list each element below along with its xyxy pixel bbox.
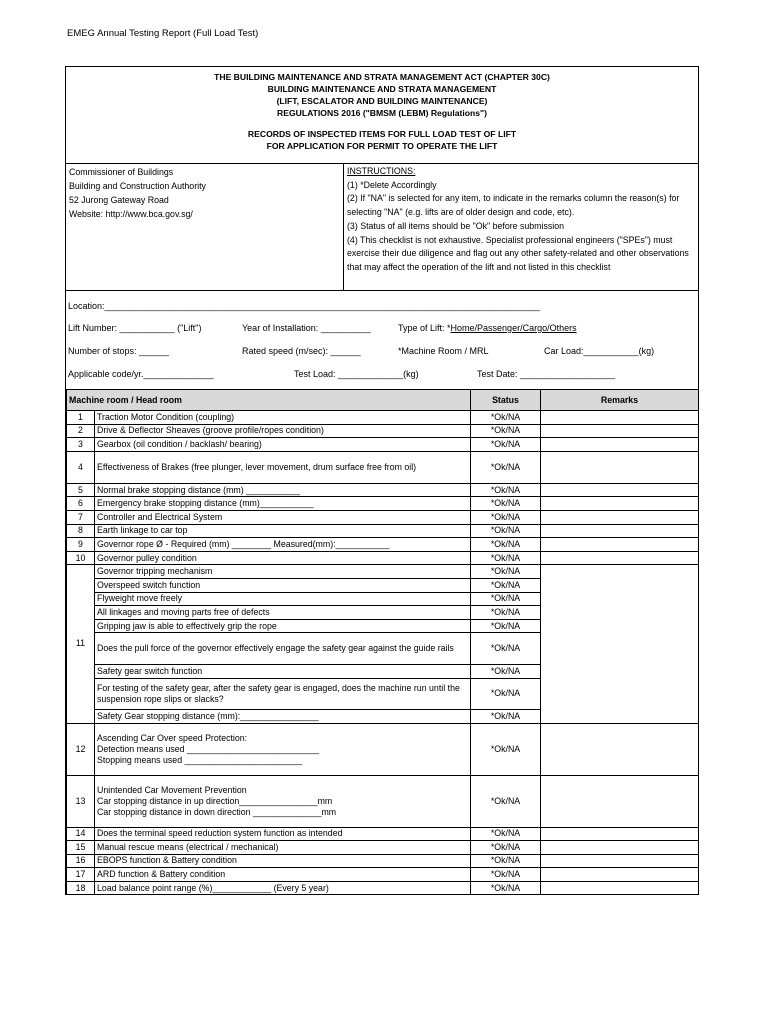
section-header: Machine room / Head room (67, 390, 471, 411)
item-number: 9 (67, 538, 95, 552)
item-number: 8 (67, 524, 95, 538)
item-number: 2 (67, 424, 95, 438)
item-remarks[interactable] (541, 841, 699, 855)
item-number: 13 (67, 775, 95, 827)
item-number: 15 (67, 841, 95, 855)
item-description (95, 723, 471, 775)
item-description: Governor tripping mechanism (95, 565, 471, 579)
item-description: Overspeed switch function (95, 578, 471, 592)
inspection-table (66, 389, 699, 895)
item-number: 3 (67, 438, 95, 452)
item-description: Controller and Electrical System (95, 510, 471, 524)
item-status[interactable]: *Ok/NA (471, 868, 541, 882)
item-status[interactable]: *Ok/NA (471, 438, 541, 452)
item-number: 17 (67, 868, 95, 882)
item-number: 7 (67, 510, 95, 524)
item-description: Does the terminal speed reduction system function as intended (95, 827, 471, 841)
table-row (67, 827, 699, 841)
table-row (67, 723, 699, 775)
table-row (67, 438, 699, 452)
item-description: EBOPS function & Battery condition (95, 854, 471, 868)
item-number: 4 (67, 451, 95, 483)
item-description: Traction Motor Condition (coupling) (95, 411, 471, 425)
item-remarks[interactable] (541, 538, 699, 552)
divider (343, 163, 344, 290)
lift-number-field[interactable]: Lift Number: ___________ ("Lift") (68, 323, 202, 333)
item-remarks[interactable] (541, 424, 699, 438)
item-status[interactable]: *Ok/NA (471, 827, 541, 841)
type-of-lift-options: Home/Passenger/Cargo/Others (450, 323, 577, 333)
item-remarks[interactable] (541, 854, 699, 868)
address-line: Building and Construction Authority (69, 181, 206, 191)
item-remarks[interactable] (541, 483, 699, 497)
table-row (67, 524, 699, 538)
test-load-field[interactable]: Test Load: _____________(kg) (294, 369, 419, 379)
item-number: 6 (67, 497, 95, 511)
item-description-line: Car stopping distance in down direction ______________mm (97, 806, 337, 817)
item-status[interactable]: *Ok/NA (471, 619, 541, 633)
item-description: Governor rope Ø - Required (mm) ________ Measured(mm):___________ (95, 538, 471, 552)
item-description: All linkages and moving parts free of defects (95, 606, 471, 620)
item-remarks[interactable] (541, 775, 699, 827)
title-line: RECORDS OF INSPECTED ITEMS FOR FULL LOAD TEST OF LIFT (247, 129, 517, 139)
item-description: Emergency brake stopping distance (mm)___________ (95, 497, 471, 511)
title-line: (LIFT, ESCALATOR AND BUILDING MAINTENANCE) (276, 96, 488, 106)
table-row (67, 451, 699, 483)
item-status[interactable]: *Ok/NA (471, 451, 541, 483)
item-description: Drive & Deflector Sheaves (groove profile/ropes condition) (95, 424, 471, 438)
item-remarks[interactable] (541, 524, 699, 538)
item-description: For testing of the safety gear, after the safety gear is engaged, does the machine run until the suspension rope slips or slacks? (95, 678, 471, 709)
table-row (67, 411, 699, 425)
item-number: 11 (67, 565, 95, 723)
authority-address (69, 165, 206, 221)
item-status[interactable]: *Ok/NA (471, 881, 541, 895)
table-row (67, 854, 699, 868)
item-status[interactable]: *Ok/NA (471, 709, 541, 723)
item-status[interactable]: *Ok/NA (471, 411, 541, 425)
item-description (95, 775, 471, 827)
item-number: 10 (67, 551, 95, 565)
title-line: FOR APPLICATION FOR PERMIT TO OPERATE THE LIFT (266, 141, 498, 151)
instruction-item: (3) Status of all items should be "Ok" before submission (347, 220, 564, 231)
table-row (67, 497, 699, 511)
item-description: Effectiveness of Brakes (free plunger, lever movement, drum surface free from oil) (95, 451, 471, 483)
item-remarks[interactable] (541, 411, 699, 425)
item-number: 14 (67, 827, 95, 841)
item-description-line: Stopping means used ________________________ (97, 754, 302, 765)
divider (66, 163, 698, 164)
remarks-header: Remarks (541, 390, 699, 411)
item-remarks[interactable] (541, 551, 699, 565)
instruction-item: (2) If "NA" is selected for any item, to indicate in the remarks column the reason(s) for selecting "NA" (e.g. lifts are of older design and code, etc). (347, 193, 680, 218)
table-row (67, 424, 699, 438)
item-remarks[interactable] (541, 438, 699, 452)
item-status[interactable]: *Ok/NA (471, 854, 541, 868)
item-remarks[interactable] (541, 827, 699, 841)
rated-speed-field[interactable]: Rated speed (m/sec): ______ (242, 346, 361, 356)
title-line: REGULATIONS 2016 ("BMSM (LEBM) Regulations") (277, 108, 487, 118)
instruction-item: (4) This checklist is not exhaustive. Specialist professional engineers ("SPEs") must exercise their due diligence and flag out any other safety-related and other observations that may affect the operation of the lift and not listed in this checklist (347, 234, 689, 272)
table-row (67, 841, 699, 855)
item-description-line: Unintended Car Movement Prevention (97, 784, 247, 795)
table-header-row (67, 390, 699, 411)
form-frame (65, 66, 699, 895)
item-status[interactable]: *Ok/NA (471, 578, 541, 592)
instructions-title: INSTRUCTIONS: (347, 166, 416, 176)
table-row (67, 483, 699, 497)
test-date-field[interactable]: Test Date: ___________________ (477, 369, 616, 379)
item-description-line: Car stopping distance in up direction________________mm (97, 795, 333, 806)
table-row (67, 538, 699, 552)
item-description: ARD function & Battery condition (95, 868, 471, 882)
item-remarks[interactable] (541, 565, 699, 723)
item-description: Safety gear switch function (95, 665, 471, 679)
table-row (67, 510, 699, 524)
number-of-stops-field[interactable]: Number of stops: ______ (68, 346, 170, 356)
item-remarks[interactable] (541, 497, 699, 511)
item-remarks[interactable] (541, 723, 699, 775)
table-row (67, 868, 699, 882)
item-status[interactable]: *Ok/NA (471, 510, 541, 524)
item-status[interactable]: *Ok/NA (471, 424, 541, 438)
item-remarks[interactable] (541, 510, 699, 524)
car-load-field[interactable]: Car Load:___________(kg) (544, 346, 655, 356)
address-line: 52 Jurong Gateway Road (69, 195, 169, 205)
address-line: Commissioner of Buildings (69, 167, 174, 177)
item-description: Gearbox (oil condition / backlash/ bearing) (95, 438, 471, 452)
machine-room-field[interactable]: *Machine Room / MRL (398, 346, 489, 356)
page-header: EMEG Annual Testing Report (Full Load Test) (67, 28, 259, 39)
instruction-item: (1) *Delete Accordingly (347, 179, 437, 190)
item-status[interactable]: *Ok/NA (471, 678, 541, 709)
item-status[interactable]: *Ok/NA (471, 665, 541, 679)
item-number: 12 (67, 723, 95, 775)
item-number: 5 (67, 483, 95, 497)
item-status[interactable]: *Ok/NA (471, 497, 541, 511)
item-status[interactable]: *Ok/NA (471, 775, 541, 827)
item-remarks[interactable] (541, 451, 699, 483)
divider (66, 290, 698, 291)
table-row (67, 551, 699, 565)
item-description-line: Detection means used ___________________________ (97, 743, 320, 754)
item-status[interactable]: *Ok/NA (471, 538, 541, 552)
form-title (66, 71, 698, 152)
applicable-code-field[interactable]: Applicable code/yr.______________ (68, 369, 214, 379)
address-line: Website: http://www.bca.gov.sg/ (69, 209, 193, 219)
item-description: Load balance point range (%)____________ (Every 5 year) (95, 881, 471, 895)
item-status[interactable]: *Ok/NA (471, 524, 541, 538)
year-installation-field[interactable]: Year of Installation: __________ (242, 323, 371, 333)
item-description: Does the pull force of the governor effectively engage the safety gear against the guide rails (95, 633, 471, 665)
instructions (347, 165, 693, 275)
item-status[interactable]: *Ok/NA (471, 551, 541, 565)
location-field[interactable]: Location:_______________________________________________________________________________________ (68, 301, 540, 311)
item-description-line: Ascending Car Over speed Protection: (97, 732, 248, 743)
item-status[interactable]: *Ok/NA (471, 565, 541, 579)
item-description: Gripping jaw is able to effectively grip the rope (95, 619, 471, 633)
status-header: Status (471, 390, 541, 411)
table-row (67, 565, 699, 579)
item-status[interactable]: *Ok/NA (471, 483, 541, 497)
item-number: 16 (67, 854, 95, 868)
item-description: Flyweight move freely (95, 592, 471, 606)
type-of-lift-label: Type of Lift: * (398, 323, 451, 333)
item-remarks[interactable] (541, 868, 699, 882)
item-status[interactable]: *Ok/NA (471, 592, 541, 606)
item-status[interactable]: *Ok/NA (471, 723, 541, 775)
item-description: Earth linkage to car top (95, 524, 471, 538)
table-row (67, 881, 699, 895)
item-description: Governor pulley condition (95, 551, 471, 565)
item-remarks[interactable] (541, 881, 699, 895)
item-description: Normal brake stopping distance (mm) ___________ (95, 483, 471, 497)
item-status[interactable]: *Ok/NA (471, 633, 541, 665)
item-status[interactable]: *Ok/NA (471, 841, 541, 855)
item-status[interactable]: *Ok/NA (471, 606, 541, 620)
item-number: 18 (67, 881, 95, 895)
type-of-lift-field[interactable] (398, 323, 577, 333)
title-line: THE BUILDING MAINTENANCE AND STRATA MANAGEMENT ACT (CHAPTER 30C) (214, 72, 550, 82)
item-description: Safety Gear stopping distance (mm):________________ (95, 709, 471, 723)
item-description: Manual rescue means (electrical / mechanical) (95, 841, 471, 855)
item-number: 1 (67, 411, 95, 425)
title-line: BUILDING MAINTENANCE AND STRATA MANAGEMENT (267, 84, 497, 94)
table-row (67, 775, 699, 827)
